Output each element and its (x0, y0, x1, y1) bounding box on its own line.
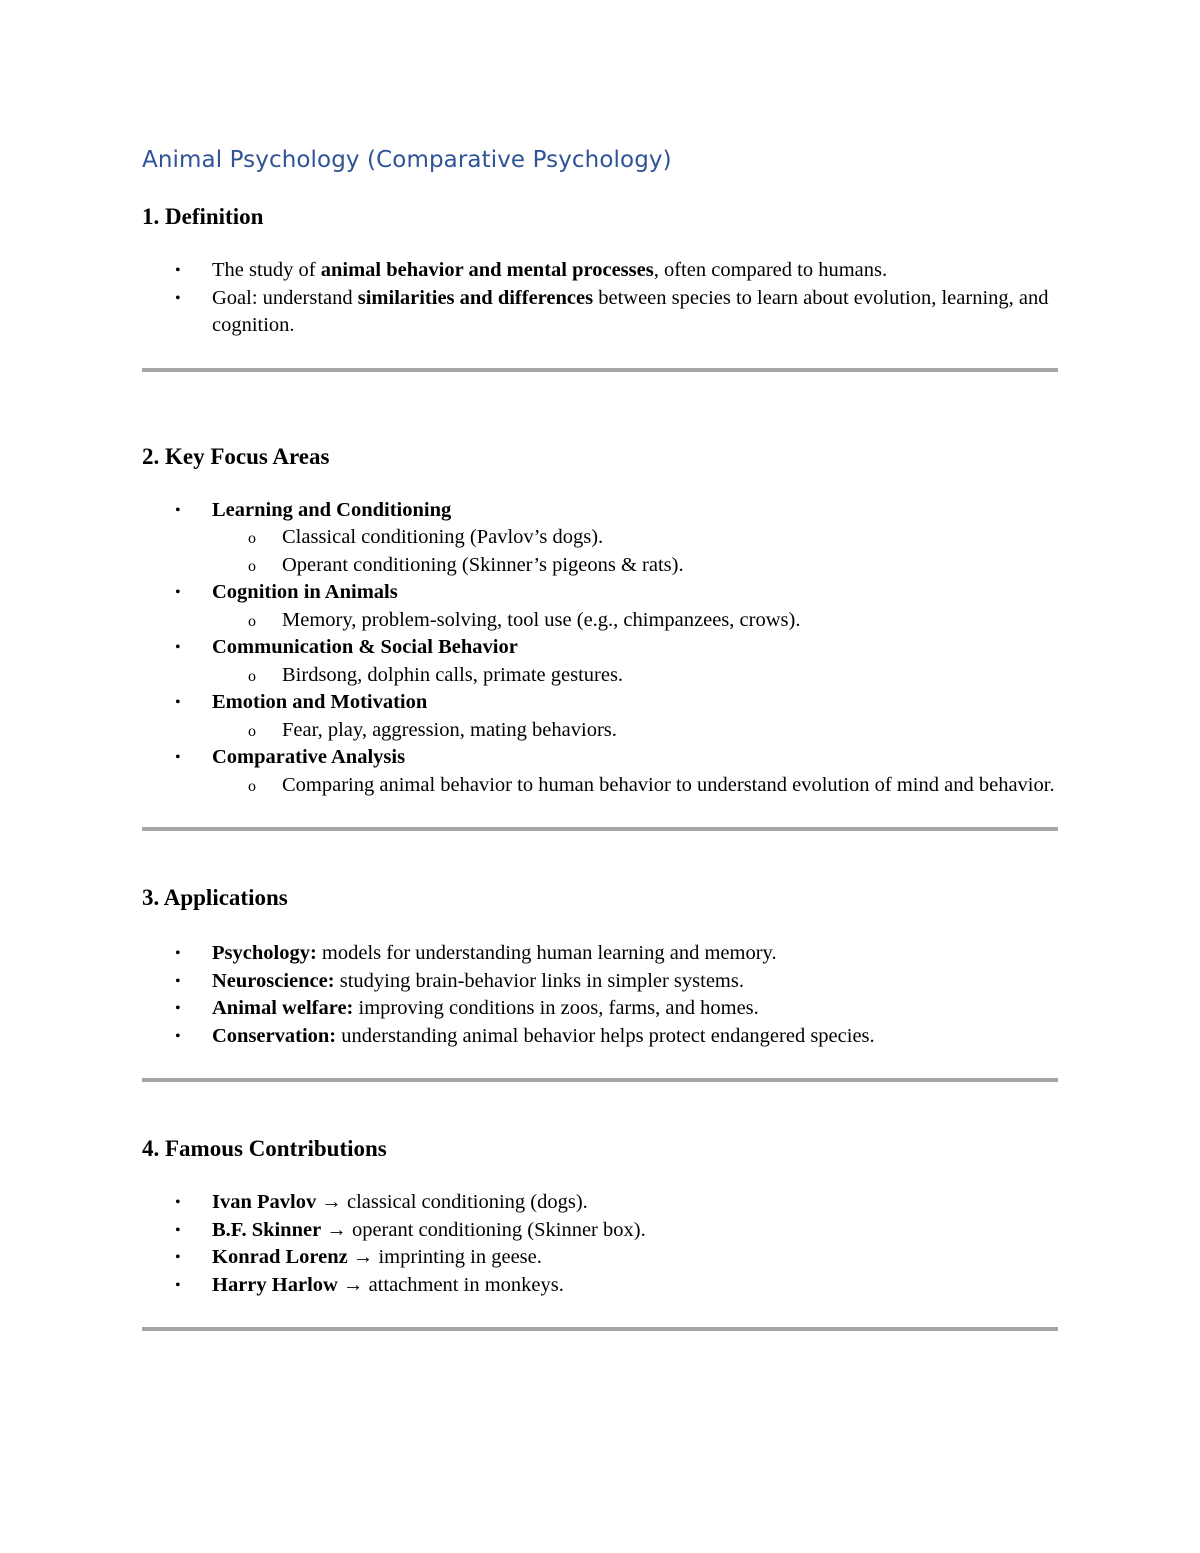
bold-text: Neuroscience: (212, 969, 335, 992)
body-text: , often compared to humans. (653, 259, 888, 281)
document-page (142, 140, 1058, 1331)
list-item (142, 689, 1058, 744)
circle-bullet-icon: o (248, 777, 256, 795)
bold-text: Comparative Analysis (212, 746, 406, 768)
bold-text: Conservation: (212, 1024, 337, 1047)
body-text: Goal: understand (212, 286, 358, 309)
bullet-dot-icon: • (175, 1194, 181, 1211)
body-text: The study of (212, 259, 321, 281)
sub-list-item (212, 662, 1058, 690)
sub-list-item (212, 717, 1058, 745)
document-title: Animal Psychology (Comparative Psychology) (142, 147, 672, 173)
body-text: → operant conditioning (Skinner box). (321, 1218, 646, 1241)
bullet-list (142, 257, 1058, 340)
bold-text: B.F. Skinner (212, 1218, 322, 1241)
list-item (142, 1189, 1058, 1217)
circle-bullet-icon: o (248, 667, 256, 685)
list-item (142, 995, 1058, 1023)
bold-text: Ivan Pavlov (212, 1191, 317, 1213)
bold-text: Emotion and Motivation (212, 691, 428, 713)
bullet-dot-icon: • (175, 694, 181, 711)
list-item (142, 968, 1058, 996)
list-item (142, 1217, 1058, 1245)
horizontal-rule (142, 368, 1058, 372)
bullet-dot-icon: • (175, 749, 181, 766)
sub-item-text: Birdsong, dolphin calls, primate gestures. (282, 663, 624, 686)
list-item (142, 1272, 1058, 1300)
list-item (142, 579, 1058, 634)
section-2 (142, 442, 1058, 832)
bold-text: Communication & Social Behavior (212, 636, 518, 658)
bold-text: animal behavior and mental processes (320, 259, 654, 281)
circle-bullet-icon: o (248, 557, 256, 575)
body-text: models for understanding human learning and memory. (316, 942, 777, 964)
sub-bullet-list (212, 662, 1058, 690)
bullet-dot-icon: • (175, 1027, 181, 1045)
bullet-dot-icon: • (175, 1000, 181, 1017)
section-1 (142, 202, 1058, 372)
section-heading: 2. Key Focus Areas (142, 443, 330, 469)
body-text: between species to learn about evolution, learning, and cognition. (212, 286, 1049, 336)
section-heading: 4. Famous Contributions (142, 1136, 387, 1161)
circle-bullet-icon: o (248, 530, 256, 547)
section-4 (142, 1134, 1058, 1331)
bullet-list (142, 497, 1058, 800)
bullet-dot-icon: • (175, 501, 181, 519)
sub-bullet-list (212, 607, 1058, 635)
circle-bullet-icon: o (248, 722, 256, 740)
list-item (142, 1244, 1058, 1272)
bold-text: Cognition in Animals (212, 581, 398, 603)
list-item (142, 1023, 1058, 1051)
bullet-dot-icon: • (175, 945, 181, 962)
bullet-dot-icon: • (175, 584, 181, 601)
circle-bullet-icon: o (248, 612, 256, 630)
list-item (142, 257, 1058, 285)
body-text: improving conditions in zoos, farms, and homes. (353, 997, 759, 1019)
body-text: studying brain-behavior links in simpler systems. (334, 969, 744, 992)
horizontal-rule (142, 1327, 1058, 1331)
bold-text: Animal welfare: (212, 997, 354, 1019)
bold-text: Harry Harlow (212, 1273, 338, 1296)
sub-list-item (212, 607, 1058, 635)
bullet-list (142, 940, 1058, 1050)
bullet-dot-icon: • (175, 289, 181, 307)
section-heading: 1. Definition (142, 204, 264, 229)
bullet-dot-icon: • (175, 262, 181, 279)
body-text: understanding animal behavior helps protect endangered species. (336, 1024, 875, 1047)
sub-list-item (212, 524, 1058, 552)
sub-bullet-list (212, 717, 1058, 745)
sub-item-text: Classical conditioning (Pavlov’s dogs). (282, 526, 604, 548)
sub-item-text: Comparing animal behavior to human behavior to understand evolution of mind and behavior. (282, 773, 1055, 796)
bullet-dot-icon: • (175, 972, 181, 990)
bullet-dot-icon: • (175, 1221, 181, 1239)
bold-text: Konrad Lorenz (212, 1246, 348, 1268)
body-text: → classical conditioning (dogs). (316, 1191, 588, 1213)
bullet-dot-icon: • (175, 1276, 181, 1294)
list-item (142, 744, 1058, 799)
bullet-list (142, 1189, 1058, 1299)
section-3 (142, 883, 1058, 1082)
body-text: → imprinting in geese. (347, 1246, 542, 1268)
list-item (142, 940, 1058, 968)
body-text: → attachment in monkeys. (337, 1273, 564, 1296)
list-item (142, 634, 1058, 689)
sub-list-item (212, 552, 1058, 580)
list-item (142, 497, 1058, 580)
section-heading: 3. Applications (142, 885, 288, 910)
horizontal-rule (142, 827, 1058, 831)
bullet-dot-icon: • (175, 1249, 181, 1266)
bullet-dot-icon: • (175, 639, 181, 656)
list-item (142, 285, 1058, 340)
sub-item-text: Operant conditioning (Skinner’s pigeons & rats). (282, 553, 684, 576)
horizontal-rule (142, 1078, 1058, 1082)
bold-text: Learning and Conditioning (212, 498, 452, 521)
sections-container (142, 202, 1058, 1331)
sub-list-item (212, 772, 1058, 800)
bold-text: similarities and differences (357, 286, 594, 309)
bold-text: Psychology: (212, 942, 317, 964)
sub-item-text: Fear, play, aggression, mating behaviors. (282, 718, 617, 741)
sub-item-text: Memory, problem-solving, tool use (e.g., chimpanzees, crows). (282, 608, 801, 631)
sub-bullet-list (212, 772, 1058, 800)
sub-bullet-list (212, 524, 1058, 579)
